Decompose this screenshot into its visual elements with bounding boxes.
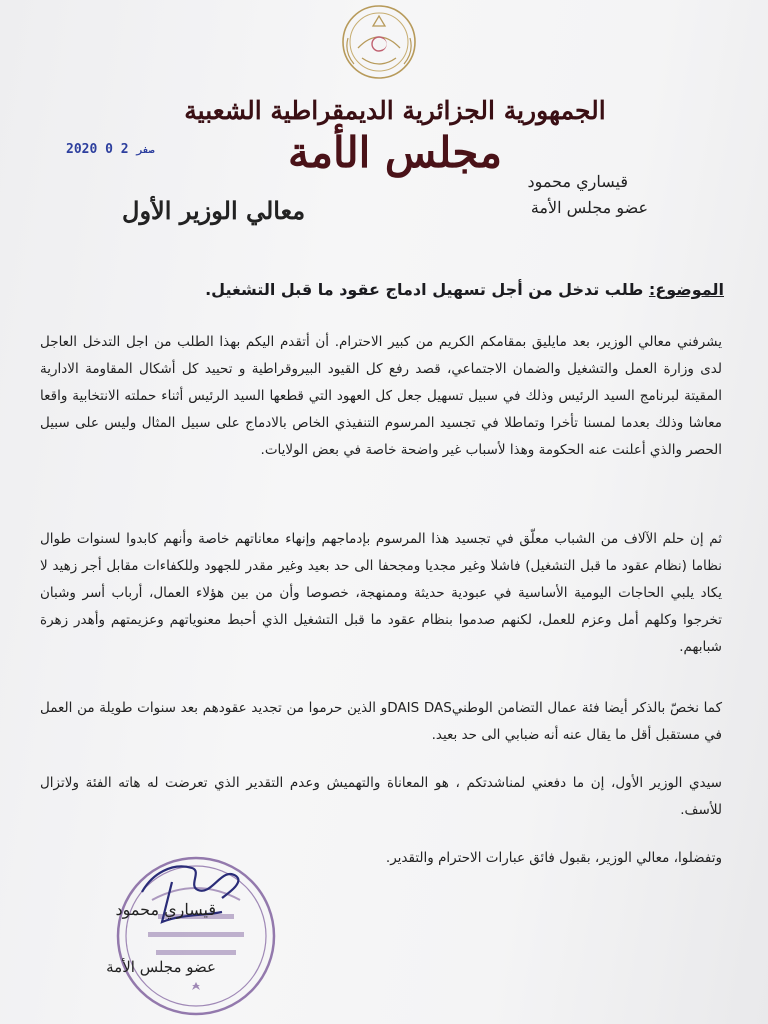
date-stamp-day: 2 0 (105, 142, 129, 157)
sender-name: قيساري محمود (527, 172, 628, 191)
body-paragraph-1: يشرفني معالي الوزير، بعد مايليق بمقامكم الكريم من كبير الاحترام. أن أتقدم اليكم بهذا الطلب من اجل التدخل العاجل لدى وزارة العمل والتشغيل والضمان الاجتماعي، قصد رفع كل القيود البيروقراطية و تحييد كل أشكال المقاومة الادارية المقيتة لبرنامج السيد الرئيس وذلك في سبيل تسهيل جعل كل العهود التي قطعها السيد الرئيس أثناء حملته الانتخابية واقعا معاشا وذلك بعدما لمسنا تأخرا وتماطلا في تجسيد المرسوم التنفيذي الخاص بالادماج على سبيل المثال وليس على سبيل الحصر والذي أعلنت عنه الحكومة وهذا لأسباب غير واضحة خاصة في بعض الولايات. (40, 334, 722, 458)
council-title: مجلس الأمة (288, 128, 502, 177)
date-stamp (66, 142, 155, 157)
republic-title: الجمهورية الجزائرية الديمقراطية الشعبية (184, 96, 606, 125)
signature-role: عضو مجلس الأمة (106, 958, 216, 976)
body-paragraph-2: ثم إن حلم الآلاف من الشباب معلّق في تجسيد هذا المرسوم بإدماجهم وإنهاء معاناتهم خاصة وأنهم كابدوا لسنوات طوال نظاما (نظام عقود ما قبل التشغيل) فاشلا وغير مجديا ومجحفا الى حد بعيد وغير مقدر للجهود وللكفاءات مقابل أجر زهيد لا يكاد يلبي الحاجات اليومية الأساسية في عبودية حديثة وممنهجة، خصوصا وأن من بين هؤلاء العمال، أرباب أسر وشبان تخرجوا وكلهم أمل وعزم للعمل، لكنهم صدموا بنظام عقود ما قبل التشغيل الذي أحبط معنوياتهم وعزيمتهم وأهدر زهرة شبابهم. (40, 531, 722, 655)
body-paragraph-3: كما نخصّ بالذكر أيضا فئة عمال التضامن الوطنيDAIS DASو الذين حرموا من تجديد عقودهم بعد سنوات طويلة من العمل في مستقبل أقل ما يقال عنه أنه ضبابي الى حد بعيد. (40, 700, 723, 743)
date-stamp-month: صفر (136, 145, 155, 156)
closing-paragraph: وتفضلوا، معالي الوزير، بقبول فائق عبارات الاحترام والتقدير. (385, 850, 722, 866)
algeria-emblem-icon (334, 0, 424, 82)
subject-label: الموضوع: (648, 280, 724, 299)
body-paragraph-4: سيدي الوزير الأول، إن ما دفعني لمناشدتكم ، هو المعاناة والتهميش وعدم التقدير الذي تعرضت له هاته الفئة ولاتزال للأسف. (40, 775, 722, 818)
subject-text: طلب تدخل من أجل تسهيل ادماج عقود ما قبل التشغيل. (205, 280, 644, 299)
date-stamp-year: 2020 (66, 142, 98, 157)
signature-name: قيساري محمود (115, 900, 216, 919)
subject-line (205, 280, 724, 299)
party-seal-stamp-icon (112, 852, 280, 1020)
recipient: معالي الوزير الأول (122, 196, 306, 225)
sender-role: عضو مجلس الأمة (530, 198, 648, 217)
